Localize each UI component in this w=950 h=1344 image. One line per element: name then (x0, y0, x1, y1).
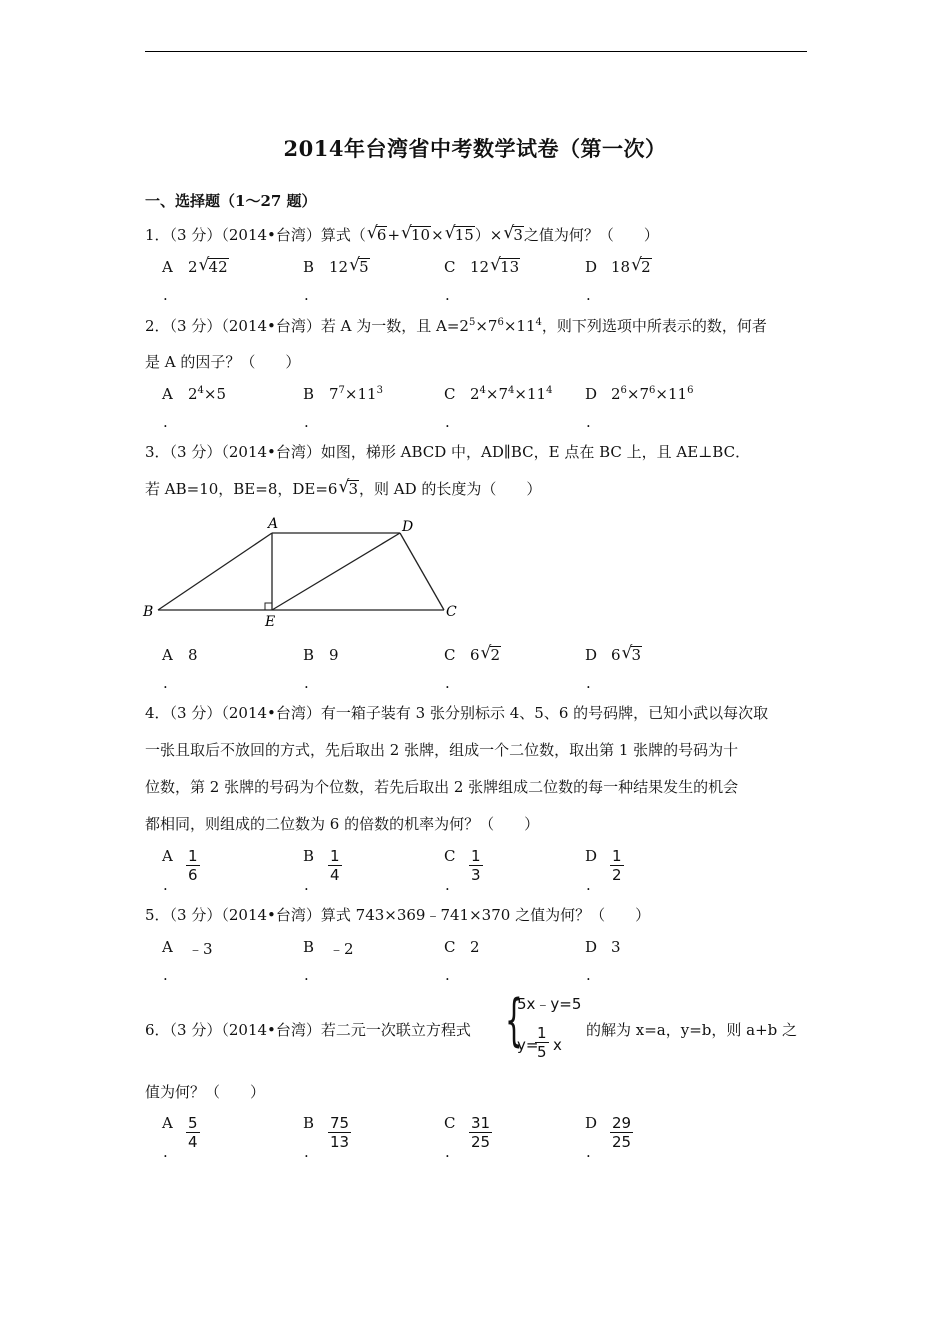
option-dot: . (163, 876, 168, 894)
option-dot: . (163, 413, 168, 431)
section-heading: 一、选择题（1～27 题） (145, 192, 317, 210)
option-dot: . (586, 413, 591, 431)
option-d-value[interactable]: $\frac{29}{25}$ (612, 1114, 632, 1151)
option-dot: . (304, 674, 309, 692)
option-a-letter: A (162, 385, 173, 403)
trapezoid-figure (140, 512, 470, 632)
option-dot: . (163, 674, 168, 692)
option-a-letter: A (162, 1114, 173, 1132)
sqrt-10: √ 10 (401, 223, 431, 244)
sqrt-6: √ 6 (366, 223, 387, 244)
option-b-letter: B (303, 385, 315, 403)
equation-brace: { (505, 988, 523, 1053)
option-b-letter: B (303, 938, 315, 956)
option-c-value[interactable]: $\frac{1}{3}$ (471, 847, 481, 884)
option-dot: . (304, 286, 309, 304)
option-b-value[interactable]: $\frac{1}{4}$ (330, 847, 340, 884)
option-dot: . (445, 286, 450, 304)
option-dot: . (586, 966, 591, 984)
option-c-value[interactable]: 12 √ 13 (470, 255, 520, 276)
question-4-stem-line1: 4．（3 分）（2014•台湾）有一箱子装有 3 张分别标示 4、5、6 的号码牌，已知小武以每次取 (145, 704, 769, 722)
question-4-stem-line3: 位数，第 2 张牌的号码为个位数，若先后取出 2 张牌组成二位数的每一种结果发生的机会 (145, 778, 739, 796)
label-a: A (268, 516, 279, 532)
option-a-value[interactable]: 8 (188, 646, 198, 664)
question-2-stem-line1: 2．（3 分）（2014•台湾）若 A 为一数，且 $A=2^5\times 7^6\times 11^4$，则下列选项中所表示的数，何者 (145, 317, 767, 335)
question-2-stem-line2: 是 A 的因子？（ ） (145, 353, 301, 371)
option-b-value[interactable]: 9 (329, 646, 339, 664)
segment-dc (400, 533, 444, 610)
option-c-letter: C (444, 646, 456, 664)
question-5-stem: 5．（3 分）（2014•台湾）算式 743×369﹣741×370 之值为何？（ ） (145, 906, 651, 924)
label-c: C (446, 604, 457, 620)
question-3-stem-line2: 若 AB=10，BE=8，DE=6 √ 3，则 AD 的长度为（ ） (145, 477, 542, 498)
option-dot: . (445, 1143, 450, 1161)
sqrt-3: √ 3 (503, 223, 523, 244)
option-dot: . (445, 876, 450, 894)
option-c-value[interactable]: $\frac{31}{25}$ (471, 1114, 491, 1151)
option-d-value[interactable]: 3 (611, 938, 621, 956)
option-c-letter: C (444, 938, 456, 956)
option-d-letter: D (585, 1114, 598, 1132)
option-dot: . (445, 966, 450, 984)
label-e: E (265, 614, 276, 630)
label-b: B (143, 604, 154, 620)
option-c-value[interactable]: 6 √ 2 (470, 643, 501, 664)
option-b-letter: B (303, 847, 315, 865)
equation-2-var: x (553, 1036, 562, 1054)
option-c-value[interactable]: 2 (470, 938, 480, 956)
option-d-value[interactable]: $2^6\times 7^6\times 11^6$ (611, 385, 694, 403)
question-4-stem-line4: 都相同，则组成的二位数为 6 的倍数的机率为何？（ ） (145, 815, 540, 833)
sqrt-15: √ 15 (444, 223, 474, 244)
option-dot: . (586, 674, 591, 692)
equation-1: 5x﹣y=5 (517, 995, 582, 1013)
option-dot: . (304, 413, 309, 431)
option-c-letter: C (444, 847, 456, 865)
question-6-stem-line1b: 的解为 x=a，y=b，则 a+b 之 (586, 1021, 798, 1039)
question-6-stem-line1a: 6．（3 分）（2014•台湾）若二元一次联立方程式 (145, 1021, 471, 1039)
option-dot: . (445, 674, 450, 692)
option-b-value[interactable]: 12 √ 5 (329, 255, 369, 276)
option-b-value[interactable]: $\frac{75}{13}$ (330, 1114, 350, 1151)
option-dot: . (304, 966, 309, 984)
equation-2-fraction: $\frac{1}{5}$ (537, 1024, 547, 1061)
label-d: D (402, 519, 414, 535)
option-dot: . (586, 1143, 591, 1161)
segment-ab (158, 533, 272, 610)
right-angle-mark (265, 603, 272, 610)
header-rule (145, 51, 807, 52)
option-d-letter: D (585, 258, 598, 276)
question-3-stem-line1: 3．（3 分）（2014•台湾）如图，梯形 ABCD 中，AD∥BC，E 点在 BC 上，且 AE⊥BC． (145, 443, 751, 461)
option-d-value[interactable]: 18 √ 2 (611, 255, 651, 276)
option-dot: . (445, 413, 450, 431)
page-title: 2014年台湾省中考数学试卷（第一次） (283, 136, 667, 161)
option-c-letter: C (444, 385, 456, 403)
option-b-value[interactable]: $7^7\times 11^3$ (329, 385, 383, 403)
question-4-stem-line2: 一张且取后不放回的方式，先后取出 2 张牌，组成一个二位数，取出第 1 张牌的号码为十 (145, 741, 739, 759)
option-a-letter: A (162, 847, 173, 865)
option-b-letter: B (303, 646, 315, 664)
option-dot: . (304, 876, 309, 894)
option-a-value[interactable]: $\frac{5}{4}$ (188, 1114, 198, 1151)
option-b-letter: B (303, 1114, 315, 1132)
option-a-value[interactable]: ﹣3 (188, 940, 213, 958)
segment-de (272, 533, 400, 610)
option-dot: . (304, 1143, 309, 1161)
option-d-value[interactable]: $\frac{1}{2}$ (612, 847, 622, 884)
option-a-value[interactable]: 2 √ 42 (188, 255, 228, 276)
option-dot: . (163, 286, 168, 304)
option-a-letter: A (162, 646, 173, 664)
option-d-letter: D (585, 646, 598, 664)
option-a-value[interactable]: $2^4\times 5$ (188, 385, 227, 403)
option-b-letter: B (303, 258, 315, 276)
option-d-letter: D (585, 385, 598, 403)
question-6-stem-line2: 值为何？（ ） (145, 1083, 266, 1101)
option-a-value[interactable]: $\frac{1}{6}$ (188, 847, 198, 884)
option-a-letter: A (162, 258, 173, 276)
option-dot: . (163, 966, 168, 984)
option-d-value[interactable]: 6 √ 3 (611, 643, 642, 664)
option-dot: . (586, 286, 591, 304)
option-c-letter: C (444, 1114, 456, 1132)
option-b-value[interactable]: ﹣2 (329, 940, 354, 958)
option-dot: . (163, 1143, 168, 1161)
equation-2-lhs: y= (517, 1036, 539, 1054)
option-c-letter: C (444, 258, 456, 276)
option-d-letter: D (585, 938, 598, 956)
option-dot: . (586, 876, 591, 894)
option-a-letter: A (162, 938, 173, 956)
option-c-value[interactable]: $2^4\times 7^4\times 11^4$ (470, 385, 553, 403)
option-d-letter: D (585, 847, 598, 865)
question-1-stem: 1．（3 分）（2014•台湾）算式（ √ 6+ √ 10× √ 15）× √ 3之值为何？（ ） (145, 223, 659, 244)
